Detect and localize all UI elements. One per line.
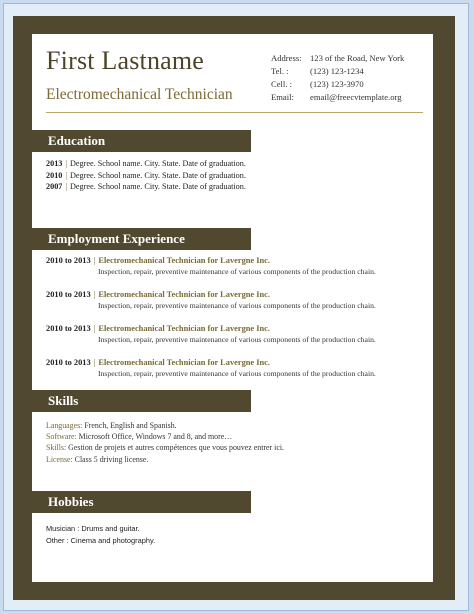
separator: | bbox=[93, 290, 96, 299]
education-text: Degree. School name. City. State. Date of graduation. bbox=[70, 182, 246, 191]
contact-label: Address: bbox=[271, 53, 302, 63]
employment-description: Inspection, repair, preventive maintenance of various components of the production chain. bbox=[98, 267, 376, 276]
contact-label: Email: bbox=[271, 92, 294, 102]
contact-email-link[interactable]: email@freecvtemplate.org bbox=[310, 92, 402, 102]
resume-sheet bbox=[32, 34, 433, 582]
skills-list bbox=[46, 421, 284, 466]
contact-address bbox=[271, 53, 404, 66]
contact-block bbox=[271, 53, 404, 105]
separator: | bbox=[93, 358, 96, 367]
section-heading-hobbies: Hobbies bbox=[32, 491, 251, 513]
skill-value: Class 5 driving license. bbox=[74, 454, 149, 464]
employment-years: 2010 to 2013 bbox=[46, 256, 91, 265]
contact-value: (123) 123-3970 bbox=[310, 79, 364, 89]
section-heading-skills: Skills bbox=[32, 390, 251, 412]
skill-value: Microsoft Office, Windows 7 and 8, and more… bbox=[78, 432, 233, 442]
section-heading-education: Education bbox=[32, 130, 251, 152]
contact-email bbox=[271, 92, 404, 105]
skill-item bbox=[46, 455, 284, 466]
contact-label: Cell. : bbox=[271, 79, 293, 89]
separator: | bbox=[65, 182, 68, 191]
employment-header bbox=[46, 324, 376, 335]
employment-header bbox=[46, 358, 376, 369]
resume-page bbox=[13, 16, 455, 600]
separator: | bbox=[65, 170, 68, 180]
employment-title: Electromechanical Technician for Lavergne Inc. bbox=[98, 290, 270, 299]
separator: | bbox=[65, 159, 68, 168]
education-year: 2007 bbox=[46, 182, 63, 191]
employment-years: 2010 to 2013 bbox=[46, 324, 91, 333]
contact-value: 123 of the Road, New York bbox=[310, 53, 405, 63]
employment-title: Electromechanical Technician for Lavergne Inc. bbox=[98, 256, 270, 265]
contact-value: (123) 123-1234 bbox=[310, 66, 364, 76]
skill-value: Gestion de projets et autres compétences que vous pouvez entrer ici. bbox=[68, 443, 284, 453]
candidate-name: First Lastname bbox=[46, 46, 205, 75]
contact-tel bbox=[271, 66, 404, 79]
employment-item bbox=[46, 290, 376, 310]
skill-label: Skills: bbox=[46, 443, 67, 453]
contact-cell bbox=[271, 79, 404, 92]
skill-label: License: bbox=[46, 454, 73, 464]
separator: | bbox=[93, 324, 96, 333]
employment-years: 2010 to 2013 bbox=[46, 290, 91, 299]
employment-header bbox=[46, 256, 376, 267]
education-text: Degree. School name. City. State. Date of graduation. bbox=[70, 170, 246, 180]
separator: | bbox=[93, 256, 96, 265]
employment-title: Electromechanical Technician for Lavergne Inc. bbox=[98, 358, 270, 367]
employment-title: Electromechanical Technician for Lavergne Inc. bbox=[98, 324, 270, 333]
header-divider bbox=[46, 112, 423, 113]
education-year: 2013 bbox=[46, 159, 63, 168]
skill-item bbox=[46, 443, 284, 454]
skill-value: French, English and Spanish. bbox=[84, 421, 177, 430]
hobby-item: Other : Cinema and photography. bbox=[46, 536, 156, 545]
employment-item bbox=[46, 324, 376, 344]
employment-description: Inspection, repair, preventive maintenance of various components of the production chain. bbox=[98, 369, 376, 378]
skill-label: Languages: bbox=[46, 421, 83, 430]
hobbies-list bbox=[46, 524, 155, 548]
education-item bbox=[46, 182, 246, 194]
education-text: Degree. School name. City. State. Date of graduation. bbox=[70, 159, 246, 168]
employment-item bbox=[46, 358, 376, 378]
skill-item bbox=[46, 421, 284, 432]
education-item bbox=[46, 171, 246, 183]
employment-item bbox=[46, 256, 376, 276]
employment-description: Inspection, repair, preventive maintenance of various components of the production chain. bbox=[98, 301, 376, 310]
contact-label: Tel. : bbox=[271, 66, 289, 76]
employment-header bbox=[46, 290, 376, 301]
employment-description: Inspection, repair, preventive maintenance of various components of the production chain. bbox=[98, 335, 376, 344]
hobby-item: Musician : Drums and guitar. bbox=[46, 524, 140, 533]
candidate-job-title: Electromechanical Technician bbox=[46, 86, 233, 103]
section-heading-employment: Employment Experience bbox=[32, 228, 251, 250]
education-list bbox=[46, 159, 246, 194]
skill-item bbox=[46, 432, 284, 443]
employment-years: 2010 to 2013 bbox=[46, 358, 91, 367]
education-item bbox=[46, 159, 246, 171]
education-year: 2010 bbox=[46, 170, 63, 180]
skill-label: Software: bbox=[46, 432, 77, 442]
